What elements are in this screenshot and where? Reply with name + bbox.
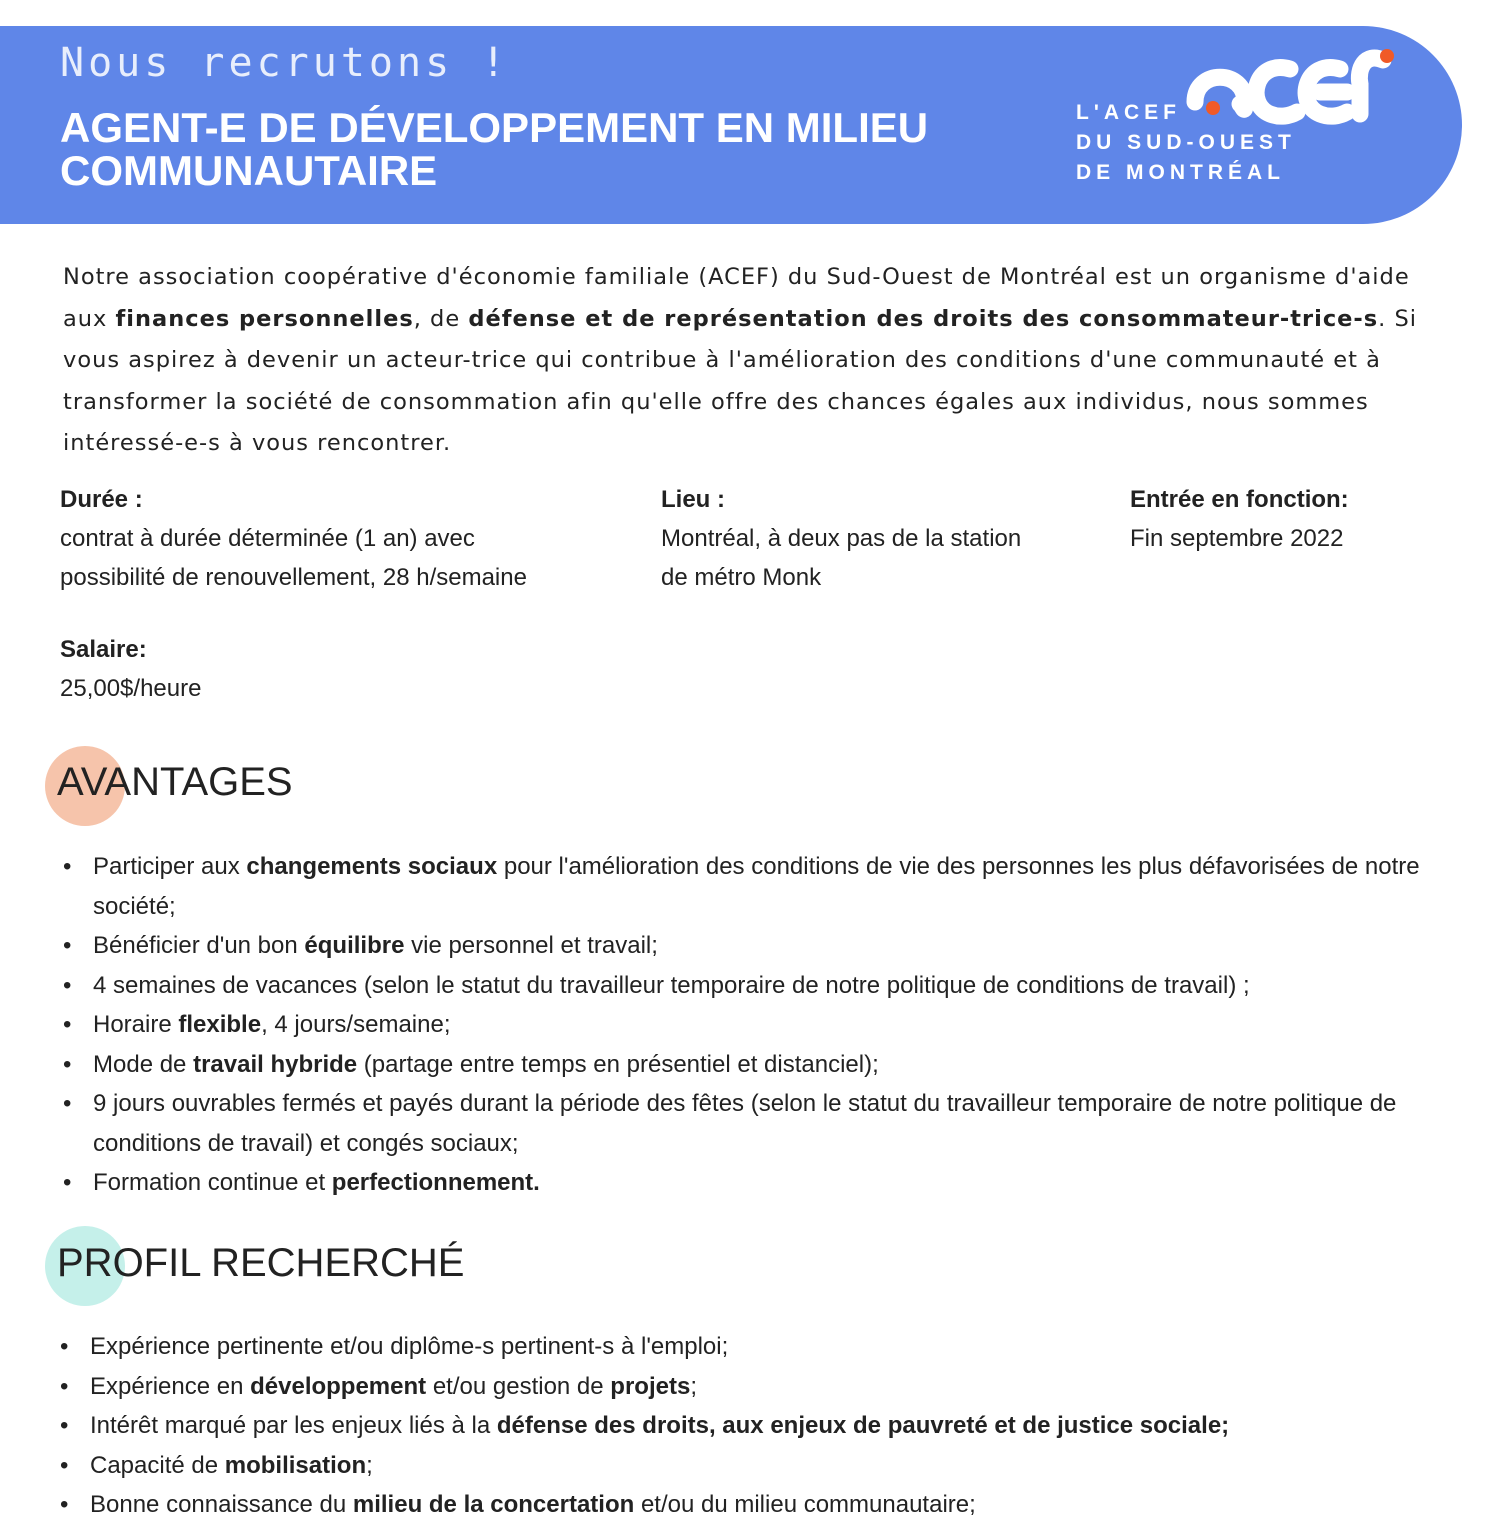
text-segment: . Si vous aspirez à devenir un acteur-trice qui contribue à l'amélioration des conditions d'une communauté et à transformer la société de consommation afin qu'elle offre des chances égales aux individus, nous sommes intéressé-e-s à vous rencontrer. [63, 305, 1417, 456]
bold-text: changements sociaux [246, 853, 498, 880]
profil-list [57, 1327, 1457, 1525]
info-entree [1130, 480, 1349, 558]
info-label: Entrée en fonction: [1130, 486, 1349, 513]
text-segment: (partage entre temps en présentiel et distanciel); [357, 1050, 879, 1078]
text-segment: et/ou du milieu communautaire; [634, 1491, 976, 1518]
text-segment: , 4 jours/semaine; [261, 1011, 451, 1038]
logo-text [1076, 98, 1296, 188]
list-item [57, 1367, 1457, 1407]
avantages-list [60, 847, 1460, 1203]
bold-text: équilibre [304, 932, 405, 959]
text-segment: vie personnel et travail; [404, 932, 658, 959]
list-item [60, 966, 1460, 1006]
text-segment: Bonne connaissance du [90, 1491, 353, 1518]
text-segment: 4 semaines de vacances (selon le statut du travailleur temporaire de notre politique de conditions de travail) ; [93, 971, 1250, 999]
text-segment: ; [366, 1451, 373, 1479]
text-segment: Formation continue et [93, 1169, 332, 1196]
bold-text: projets [610, 1372, 691, 1400]
job-title-line: AGENT-E DE DÉVELOPPEMENT EN MILIEU [60, 104, 929, 151]
text-segment: Capacité de [90, 1451, 225, 1479]
info-value: Montréal, à deux pas de la station [661, 525, 1022, 552]
list-item [57, 1446, 1457, 1486]
text-segment: pour l'amélioration des conditions de vie des personnes les plus défavorisées de notre société; [93, 853, 1420, 920]
text-segment: Notre association coopérative d'économie familiale (ACEF) du Sud-Ouest de Montréal est un organisme d'aide aux [63, 264, 1410, 332]
bold-text: mobilisation [224, 1451, 367, 1479]
text-segment: Participer aux [93, 853, 247, 880]
list-item [57, 1406, 1457, 1446]
info-label: Lieu : [661, 486, 725, 513]
list-item [57, 1327, 1457, 1367]
info-label: Salaire: [60, 636, 147, 663]
job-title-line: COMMUNAUTAIRE [60, 147, 438, 194]
text-segment: Expérience en [90, 1372, 251, 1400]
section-title-profil: PROFIL RECHERCHÉ [57, 1241, 465, 1285]
intro-paragraph [63, 257, 1443, 465]
list-item [60, 1045, 1460, 1085]
logo-line: L'ACEF [1076, 101, 1181, 124]
info-value: possibilité de renouvellement, 28 h/semaine [60, 564, 527, 591]
bold-text: travail hybride [193, 1050, 358, 1078]
bold-text: perfectionnement. [331, 1169, 540, 1196]
text-segment: Bénéficier d'un bon [93, 932, 305, 959]
list-item [60, 926, 1460, 966]
hiring-kicker: Nous recrutons ! [60, 40, 510, 86]
list-item [60, 1084, 1460, 1163]
list-item [57, 1485, 1457, 1525]
info-lieu [661, 480, 1021, 597]
text-segment: , de [413, 305, 469, 332]
bold-text: flexible [178, 1011, 262, 1038]
job-title [60, 106, 928, 192]
text-segment: 9 jours ouvrables fermés et payés durant la période des fêtes (selon le statut du travailleur temporaire de notre politique de conditions de travail) et congés sociaux; [93, 1090, 1397, 1157]
text-segment: Mode de [93, 1050, 194, 1078]
bold-text: défense des droits, aux enjeux de pauvreté et de justice sociale; [496, 1412, 1230, 1439]
info-value: 25,00$/heure [60, 675, 202, 702]
info-salaire [60, 630, 201, 708]
text-segment: et/ou gestion de [426, 1372, 611, 1400]
logo-line: DE MONTRÉAL [1076, 161, 1285, 184]
bold-text: défense et de représentation des droits des consommateur-trice-s [468, 305, 1379, 332]
logo-line: DU SUD-OUEST [1076, 131, 1296, 154]
list-item [60, 847, 1460, 926]
bold-text: milieu de la concertation [352, 1491, 635, 1518]
section-title-avantages: AVANTAGES [57, 760, 293, 804]
bold-text: développement [250, 1372, 427, 1400]
list-item [60, 1163, 1460, 1203]
text-segment: Intérêt marqué par les enjeux liés à la [90, 1412, 497, 1439]
list-item [60, 1005, 1460, 1045]
text-segment: Expérience pertinente et/ou diplôme-s pertinent-s à l'emploi; [90, 1333, 729, 1360]
info-duree [60, 480, 527, 597]
info-label: Durée : [60, 486, 143, 513]
info-value: contrat à durée déterminée (1 an) avec [60, 525, 475, 552]
text-segment: Horaire [93, 1011, 179, 1038]
bold-text: finances personnelles [115, 305, 414, 332]
text-segment: ; [690, 1372, 697, 1400]
info-value: Fin septembre 2022 [1130, 525, 1344, 552]
info-value: de métro Monk [661, 564, 822, 591]
